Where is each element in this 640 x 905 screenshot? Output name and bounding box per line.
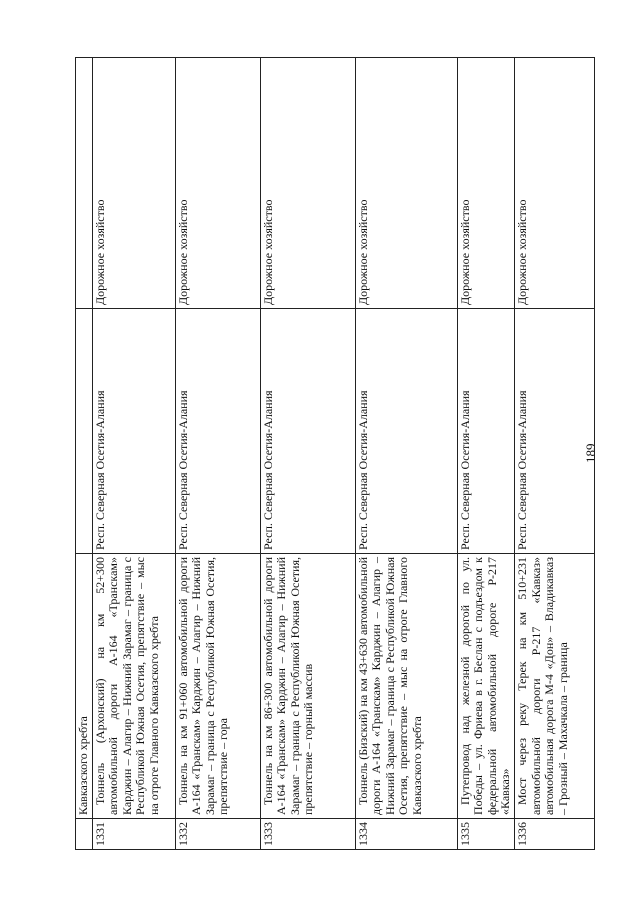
cell-owner: Дорожное хозяйство [457,58,514,309]
cell-description [260,554,355,819]
cell-owner [76,58,93,309]
cell-region: Респ. Северная Осетия-Алания [514,309,594,554]
description-text: Тоннель на км 86+300 автомобильной дороги А-164 «Транскам» Карджин – Алагир – Нижний Зарамаг – граница с Республикой Южная Осетия, препятствие – горный массив [260,557,316,815]
cell-owner: Дорожное хозяйство [92,58,175,309]
cell-number: 1332 [175,819,260,850]
cell-number: 1334 [355,819,457,850]
cell-description [457,554,514,819]
cell-region: Респ. Северная Осетия-Алания [260,309,355,554]
cell-region: Респ. Северная Осетия-Алания [175,309,260,554]
description-text: Тоннель (Архонский) на км 52+300 автомобильной дороги А-164 «Транскам» Карджин – Алагир – Нижний Зарамаг – граница с Республикой Южная Осетия, препятствие – мыс на отроге Главного Кавказского хребта [92,557,161,815]
cell-owner: Дорожное хозяйство [355,58,457,309]
cell-owner: Дорожное хозяйство [260,58,355,309]
cell-number: 1336 [514,819,594,850]
table-row-continuation [76,58,93,850]
cell-description [514,554,594,819]
cell-owner: Дорожное хозяйство [514,58,594,309]
cell-number: 1331 [92,819,175,850]
description-text: Путепровод над железной дорогой по ул. Победы – ул. Фриева в г. Беслан с подъездом к федеральной автомобильной дороге Р-217 «Кавказ» [457,557,513,815]
table-row [260,58,355,850]
cell-description [175,554,260,819]
cell-region [76,309,93,554]
cell-number: 1333 [260,819,355,850]
description-text: Тоннель на км 91+060 автомобильной дороги А-164 «Транскам» Карджин – Алагир – Нижний Зарамаг – граница с Республикой Южная Осетия, препятствие – гора [175,557,231,815]
cell-region: Респ. Северная Осетия-Алания [355,309,457,554]
description-text: Тоннель (Бизский) на км 43+630 автомобильной дороги А-164 «Транскам» Карджин – Алагир – Нижний Зарамаг – граница с Республикой Южная Осетия, препятствие – мыс на отроге Главного Кавказского хребта [355,557,424,815]
cell-region: Респ. Северная Осетия-Алания [92,309,175,554]
cell-description: Кавказского хребта [76,554,93,819]
table-row [355,58,457,850]
objects-table [75,60,575,850]
description-text: Мост через реку Терек на км 510+231 автомобильной дороги Р-217 «Кавказ» автомобильная дорога М-4 «Дон» – Владикавказ – Грозный – Махачкала – граница [514,557,570,815]
table-row [92,58,175,850]
cell-region: Респ. Северная Осетия-Алания [457,309,514,554]
cell-number: 1335 [457,819,514,850]
cell-number [76,819,93,850]
cell-description [355,554,457,819]
table-row [175,58,260,850]
cell-owner: Дорожное хозяйство [175,58,260,309]
table-row [457,58,514,850]
table-row [514,58,594,850]
cell-description [92,554,175,819]
page-number: 189 [583,443,598,463]
